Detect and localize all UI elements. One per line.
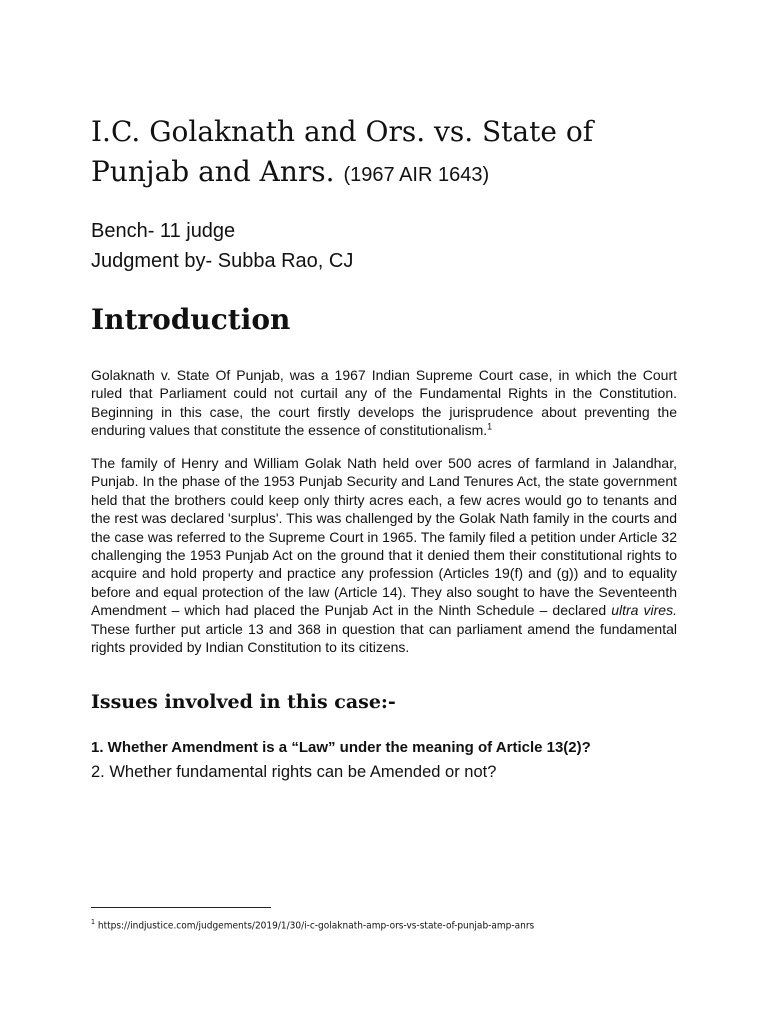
bench-line: Bench- 11 judge	[91, 220, 236, 242]
intro-paragraph-2-text-b: These further put article 13 and 368 in question that can parliament amend the fundamental rights provided by Indian Constitution to its citizens.	[91, 620, 677, 656]
issues-heading: Issues involved in this case:-	[91, 691, 396, 713]
case-meta	[91, 216, 353, 276]
intro-paragraph-1	[91, 366, 677, 440]
footnote-divider	[91, 907, 271, 908]
document-title	[91, 112, 691, 195]
judgment-line: Judgment by- Subba Rao, CJ	[91, 250, 354, 272]
footnote-ref[interactable]: 1	[487, 421, 493, 432]
intro-paragraph-2	[91, 454, 677, 656]
title-main: I.C. Golaknath and Ors. vs. State of Punjab and Anrs.	[91, 115, 594, 188]
intro-paragraph-1-text: Golaknath v. State Of Punjab, was a 1967 Indian Supreme Court case, in which the Court ruled that Parliament could not curtail any of the Fundamental Rights in the Constitution. Beginning in this case, the court firstly develops the jurisprudence about preventing the enduring values that constitute the essence of constitutionalism.	[91, 367, 677, 439]
footnote-link[interactable]: https://indjustice.com/judgements/2019/1/30/i-c-golaknath-amp-ors-vs-state-of-punjab-amp-anrs	[95, 920, 535, 932]
issues-list	[91, 736, 691, 784]
footnote	[91, 914, 534, 934]
title-citation: (1967 AIR 1643)	[343, 164, 490, 186]
issue-item-2: 2. Whether fundamental rights can be Amended or not?	[91, 763, 497, 781]
intro-paragraph-2-italic: ultra vires.	[611, 602, 677, 619]
intro-paragraph-2-text-a: The family of Henry and William Golak Nath held over 500 acres of farmland in Jalandhar, Punjab. In the phase of the 1953 Punjab Security and Land Tenures Act, the state government held that the brothers could keep only thirty acres each, a few acres would go to tenants and the rest was declared 'surplus'. This was challenged by the Golak Nath family in the courts and the case was referred to the Supreme Court in 1965. The family filed a petition under Article 32 challenging the 1953 Punjab Act on the ground that it denied them their constitutional rights to acquire and hold property and practice any profession (Articles 19(f) and (g)) and to equality before and equal protection of the law (Article 14). They also sought to have the Seventeenth Amendment – which had placed the Punjab Act in the Ninth Schedule – declared	[91, 455, 677, 619]
footnote-number: 1	[91, 918, 96, 926]
issue-item-1: 1. Whether Amendment is a “Law” under the meaning of Article 13(2)?	[91, 739, 591, 756]
introduction-heading: Introduction	[91, 303, 291, 336]
